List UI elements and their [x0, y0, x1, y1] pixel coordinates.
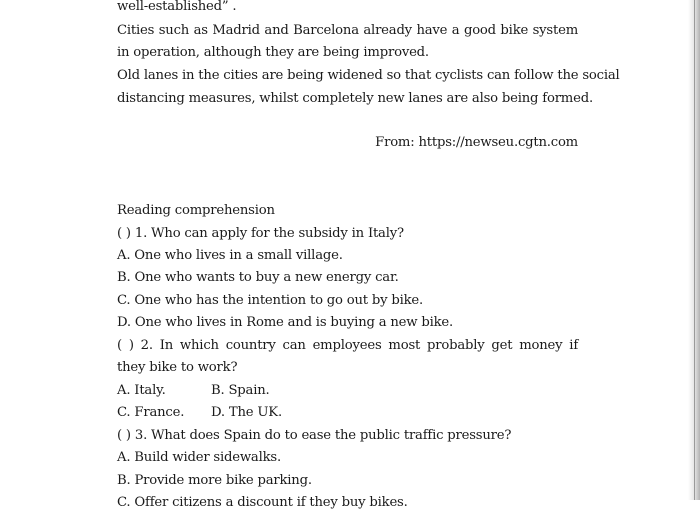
question-2-options-row-1 — [117, 384, 270, 397]
question-2-stem-continued: they bike to work? — [117, 360, 238, 375]
question-2-option-b: B. Spain. — [211, 383, 270, 398]
question-3-option-b: B. Provide more bike parking. — [117, 473, 312, 488]
question-1-option-a: A. One who lives in a small village. — [117, 248, 343, 263]
article-text-line: Old lanes in the cities are being widened so that cyclists can follow the social — [117, 68, 620, 83]
question-2-option-a: A. Italy. — [117, 383, 166, 398]
question-1-option-b: B. One who wants to buy a new energy car. — [117, 270, 399, 285]
question-1-option-c: C. One who has the intention to go out by bike. — [117, 293, 424, 308]
question-2-option-d: D. The UK. — [211, 405, 282, 420]
question-3-option-c: C. Offer citizens a discount if they buy bikes. — [117, 495, 408, 510]
article-text-line: distancing measures, whilst completely new lanes are also being formed. — [117, 91, 593, 106]
question-3-stem: ( ) 3. What does Spain do to ease the public traffic pressure? — [117, 428, 512, 443]
question-3-option-a: A. Build wider sidewalks. — [117, 450, 281, 465]
question-2-options-row-2 — [117, 406, 282, 419]
question-2-stem: ( ) 2. In which country can employees most probably get money if — [117, 338, 578, 353]
article-text-line: well-established” . — [117, 0, 237, 14]
article-text-line: Cities such as Madrid and Barcelona already have a good bike system — [117, 23, 578, 38]
article-text-line: in operation, although they are being improved. — [117, 45, 429, 60]
question-1-stem: ( ) 1. Who can apply for the subsidy in Italy? — [117, 226, 404, 241]
question-1-option-d: D. One who lives in Rome and is buying a new bike. — [117, 315, 453, 330]
question-2-option-c: C. France. — [117, 405, 185, 420]
section-title: Reading comprehension — [117, 203, 275, 218]
source-citation: From: https://newseu.cgtn.com — [375, 135, 578, 150]
page-edge-line — [694, 0, 695, 500]
